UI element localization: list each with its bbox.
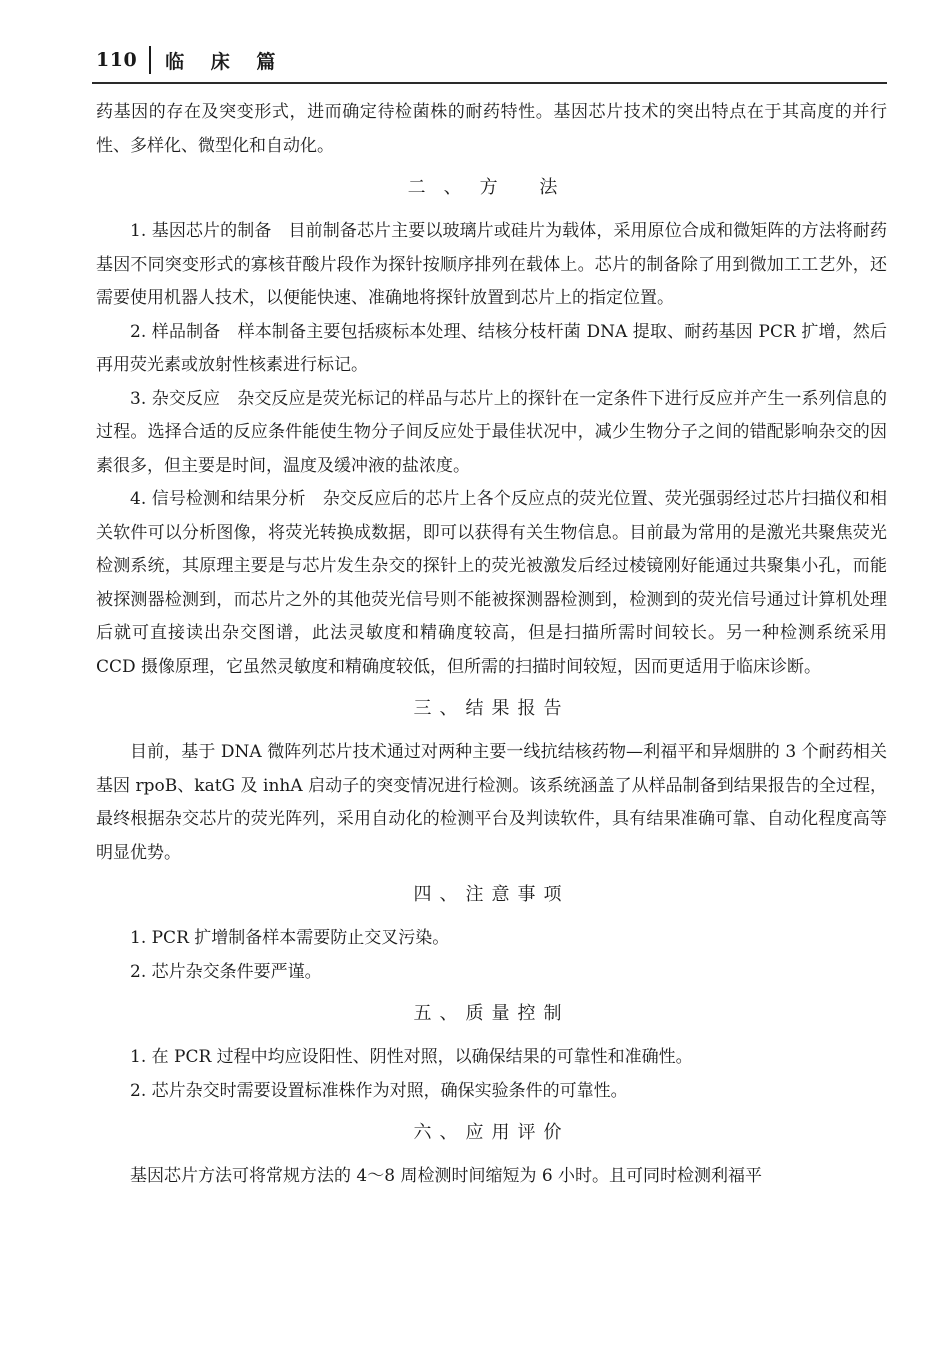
chapter-title: 临 床 篇: [165, 50, 286, 73]
methods-item-1: 1. 基因芯片的制备 目前制备芯片主要以玻璃片或硅片为载体，采用原位合成和微矩阵的方法将耐药基因不同突变形式的寡核苷酸片段作为探针按顺序排列在载体上。芯片的制备除了用到微加工工艺外，还需要使用机器人技术，以便能快速、准确地将探针放置到芯片上的指定位置。: [96, 221, 887, 308]
notes-item-2: 2. 芯片杂交条件要严谨。: [130, 961, 322, 982]
notes-item-1: 1. PCR 扩增制备样本需要防止交叉污染。: [130, 928, 450, 948]
section-heading-methods: 二、方 法: [407, 177, 576, 198]
section-heading-evaluation: 六、应用评价: [413, 1122, 570, 1143]
evaluation-paragraph: 基因芯片方法可将常规方法的 4～8 周检测时间缩短为 6 小时。且可同时检测利福平: [130, 1166, 763, 1186]
quality-item-2: 2. 芯片杂交时需要设置标准株作为对照，确保实验条件的可靠性。: [130, 1080, 628, 1101]
report-paragraph: 目前，基于 DNA 微阵列芯片技术通过对两种主要一线抗结核药物—利福平和异烟肼的 3 个耐药相关基因 rpoB、katG 及 inhA 启动子的突变情况进行检测。该系统涵盖了从样品制备到结果报告的全过程，最终根据杂交芯片的荧光阵列，采用自动化的检测平台及判读软件，具有结果准确可靠、自动化程度高等明显优势。: [96, 742, 887, 863]
intro-paragraph: 药基因的存在及突变形式，进而确定待检菌株的耐药特性。基因芯片技术的突出特点在于其高度的并行性、多样化、微型化和自动化。: [96, 102, 887, 156]
methods-item-3: 3. 杂交反应 杂交反应是荧光标记的样品与芯片上的探针在一定条件下进行反应并产生一系列信息的过程。选择合适的反应条件能使生物分子间反应处于最佳状况中，减少生物分子之间的错配影响杂交的因素很多，但主要是时间，温度及缓冲液的盐浓度。: [96, 388, 887, 476]
section-heading-report: 三、结果报告: [413, 698, 570, 719]
header-divider: [149, 46, 151, 74]
section-heading-notes: 四、注意事项: [413, 884, 570, 905]
page-number: 110: [96, 49, 138, 71]
main-content: [96, 96, 887, 1194]
methods-item-2: 2. 样品制备 样本制备主要包括痰标本处理、结核分枝杆菌 DNA 提取、耐药基因 PCR 扩增，然后再用荧光素或放射性核素进行标记。: [96, 321, 887, 375]
methods-item-4: 4. 信号检测和结果分析 杂交反应后的芯片上各个反应点的荧光位置、荧光强弱经过芯片扫描仪和相关软件可以分析图像，将荧光转换成数据，即可以获得有关生物信息。目前最为常用的是激光共聚焦荧光检测系统，其原理主要是与芯片发生杂交的探针上的荧光被激发后经过棱镜刚好能通过共聚集小孔，而能被探测器检测到，而芯片之外的其他荧光信号则不能被探测器检测到，检测到的荧光信号通过计算机处理后就可直接读出杂交图谱，此法灵敏度和精确度较高，但是扫描所需时间较长。另一种检测系统采用 CCD 摄像原理，它虽然灵敏度和精确度较低，但所需的扫描时间较短，因而更适用于临床诊断。: [96, 489, 887, 677]
section-heading-quality: 五、质量控制: [413, 1003, 570, 1024]
header-rule: [92, 82, 887, 84]
quality-item-1: 1. 在 PCR 过程中均应设阳性、阴性对照，以确保结果的可靠性和准确性。: [130, 1047, 693, 1067]
running-header: [96, 44, 285, 76]
